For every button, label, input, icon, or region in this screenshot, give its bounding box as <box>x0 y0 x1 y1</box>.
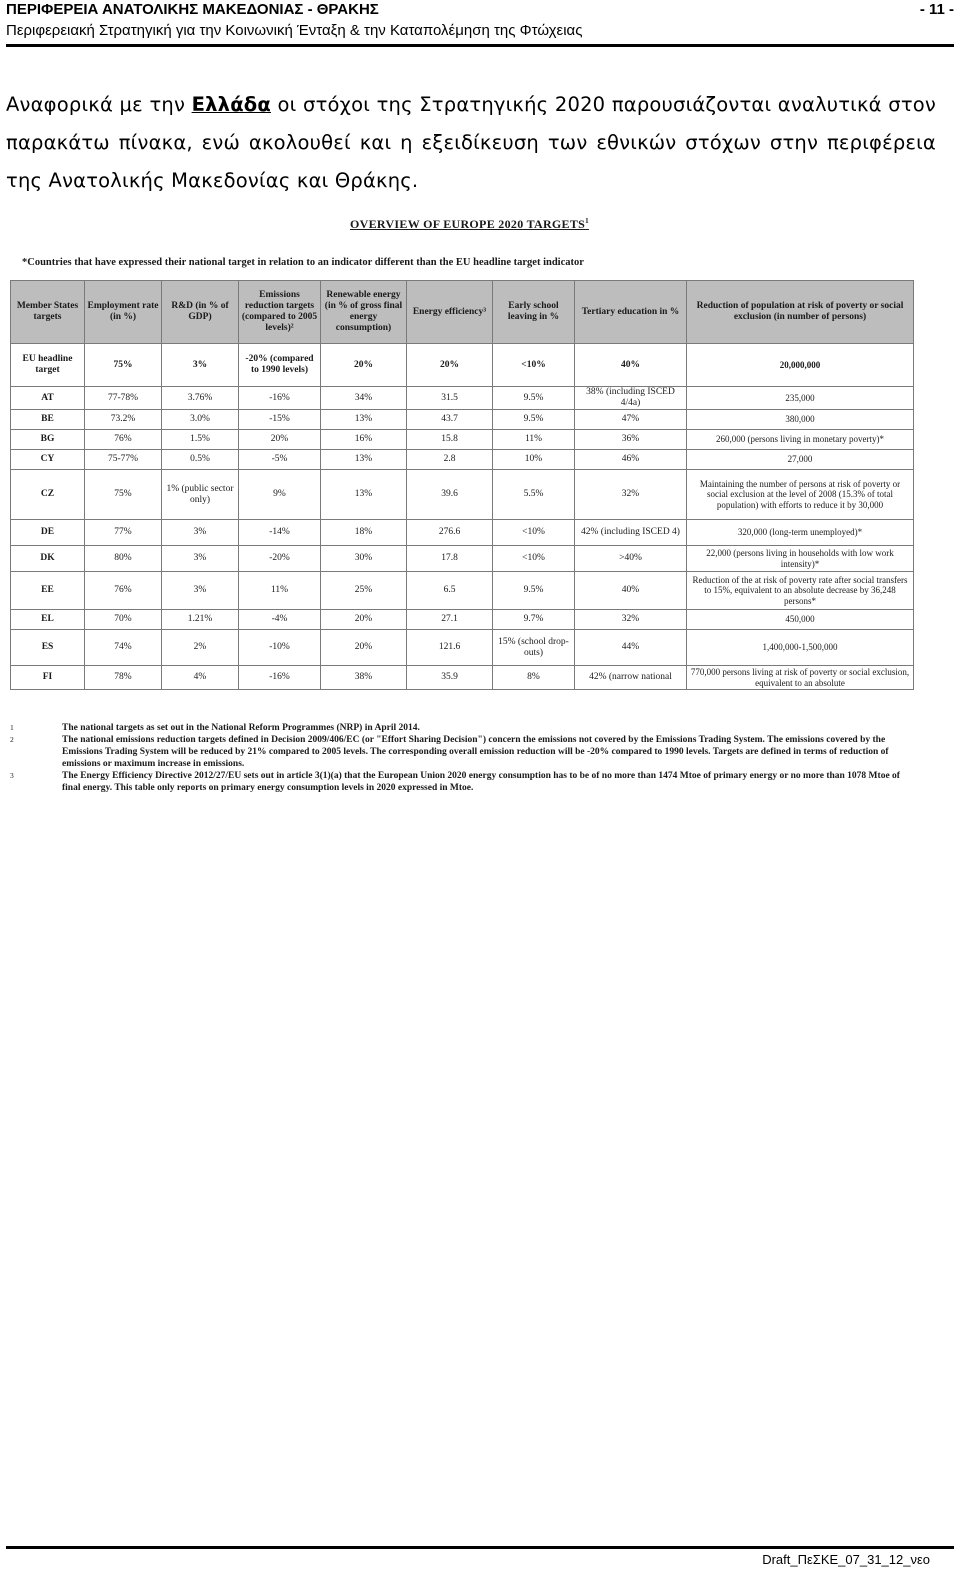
table-row <box>11 450 914 470</box>
table-cell: 320,000 (long-term unemployed)* <box>687 520 914 546</box>
column-header: Emissions reduction targets (compared to 2005 levels)² <box>239 281 321 344</box>
table-cell: -15% <box>239 410 321 430</box>
table-row <box>11 610 914 630</box>
country-code-cell: EL <box>11 610 85 630</box>
table-cell: 2.8 <box>407 450 493 470</box>
table-cell: 77% <box>85 520 162 546</box>
table-row <box>11 520 914 546</box>
table-cell: 76% <box>85 572 162 610</box>
footnote-number: 2 <box>10 735 14 744</box>
table-cell: -20% <box>239 546 321 572</box>
column-header: Renewable energy (in % of gross final energy consumption) <box>321 281 407 344</box>
table-cell: 10% <box>493 450 575 470</box>
table-cell: 3% <box>162 520 239 546</box>
table-cell: 11% <box>239 572 321 610</box>
country-code-cell: BG <box>11 430 85 450</box>
country-code-cell: FI <box>11 666 85 690</box>
table-header-row <box>11 281 914 344</box>
table-cell: <10% <box>493 546 575 572</box>
table-cell: 75-77% <box>85 450 162 470</box>
table-row <box>11 630 914 666</box>
table-cell: 70% <box>85 610 162 630</box>
table-cell: 15.8 <box>407 430 493 450</box>
table-cell: 38% <box>321 666 407 690</box>
table-cell: 77-78% <box>85 387 162 410</box>
footnote-number: 3 <box>10 771 14 780</box>
table-cell: 46% <box>575 450 687 470</box>
footnote-number: 1 <box>10 723 14 732</box>
table-cell: 80% <box>85 546 162 572</box>
table-cell: 9.5% <box>493 387 575 410</box>
table-cell: 22,000 (persons living in households with low work intensity)* <box>687 546 914 572</box>
table-cell: 35.9 <box>407 666 493 690</box>
table-cell: 38% (including ISCED 4/4a) <box>575 387 687 410</box>
table-cell: 5.5% <box>493 470 575 520</box>
table-cell: 450,000 <box>687 610 914 630</box>
table-cell: 25% <box>321 572 407 610</box>
table-cell: 9.5% <box>493 410 575 430</box>
figure-title-text: OVERVIEW OF EUROPE 2020 TARGETS <box>350 217 586 231</box>
table-cell: 43.7 <box>407 410 493 430</box>
table-cell: -16% <box>239 666 321 690</box>
table-cell: 30% <box>321 546 407 572</box>
country-code-cell: DK <box>11 546 85 572</box>
table-cell: 6.5 <box>407 572 493 610</box>
header-subtitle: Περιφερειακή Στρατηγική για την Κοινωνική Ένταξη & την Καταπολέμηση της Φτώχειας <box>6 22 583 39</box>
table-cell: 20% <box>239 430 321 450</box>
country-code-cell: EE <box>11 572 85 610</box>
table-cell: 78% <box>85 666 162 690</box>
country-code-cell: EU headline target <box>11 344 85 387</box>
table-cell: 380,000 <box>687 410 914 430</box>
country-code-cell: CZ <box>11 470 85 520</box>
table-cell: 36% <box>575 430 687 450</box>
table-cell: 13% <box>321 470 407 520</box>
table-cell: >40% <box>575 546 687 572</box>
column-header: Tertiary education in % <box>575 281 687 344</box>
table-cell: 73.2% <box>85 410 162 430</box>
table-cell: 0.5% <box>162 450 239 470</box>
table-cell: 40% <box>575 344 687 387</box>
table-cell: -20% (compared to 1990 levels) <box>239 344 321 387</box>
column-header: Member States targets <box>11 281 85 344</box>
table-cell: <10% <box>493 344 575 387</box>
table-cell: 47% <box>575 410 687 430</box>
table-cell: -14% <box>239 520 321 546</box>
table-cell: 40% <box>575 572 687 610</box>
table-cell: 20,000,000 <box>687 344 914 387</box>
table-cell: 27.1 <box>407 610 493 630</box>
footnote <box>10 734 905 770</box>
column-header: Early school leaving in % <box>493 281 575 344</box>
table-cell: 1.21% <box>162 610 239 630</box>
table-cell: 42% (including ISCED 4) <box>575 520 687 546</box>
table-cell: 1,400,000-1,500,000 <box>687 630 914 666</box>
table-row <box>11 666 914 690</box>
column-header: Energy efficiency³ <box>407 281 493 344</box>
footnote-text: The Energy Efficiency Directive 2012/27/EU sets out in article 3(1)(a) that the European Union 2020 energy consumption has to be of no more than 1474 Mtoe of primary energy or no more than 1078 Mtoe of final energy. This table only reports on primary energy consumption levels in 2020 expressed in Mtoe. <box>62 771 900 793</box>
table-cell: 20% <box>321 630 407 666</box>
footer-document-code: Draft_ΠεΣΚΕ_07_31_12_νεο <box>762 1552 930 1567</box>
figure-title <box>350 217 589 232</box>
country-code-cell: CY <box>11 450 85 470</box>
table-cell: 1.5% <box>162 430 239 450</box>
table-cell: 121.6 <box>407 630 493 666</box>
table-cell: 18% <box>321 520 407 546</box>
footnote-text: The national emissions reduction targets defined in Decision 2009/406/EC (or "Effort Sharing Decision") concern the emissions not covered by the Emissions Trading System. The emissions covered by the Emissions Trading System will be reduced by 21% compared to 2005 levels. The corresponding overall emission reduction will be -20% compared to 1990 levels. Targets are defined in terms of reduction of emissions or maximum increase in emissions. <box>62 735 889 769</box>
table-cell: 32% <box>575 610 687 630</box>
table-cell: 13% <box>321 410 407 430</box>
table-cell: 20% <box>321 610 407 630</box>
footnote <box>10 770 905 794</box>
table-cell: 39.6 <box>407 470 493 520</box>
page-number: - 11 - <box>919 1 954 18</box>
table-cell: -10% <box>239 630 321 666</box>
table-cell: 9.7% <box>493 610 575 630</box>
table-cell: -4% <box>239 610 321 630</box>
table-row <box>11 410 914 430</box>
table-cell: 3% <box>162 344 239 387</box>
country-code-cell: BE <box>11 410 85 430</box>
table-cell: 16% <box>321 430 407 450</box>
targets-table <box>10 280 914 690</box>
table-cell: 8% <box>493 666 575 690</box>
table-cell: 4% <box>162 666 239 690</box>
table-cell: -16% <box>239 387 321 410</box>
table-cell: 75% <box>85 470 162 520</box>
table-cell: 3.0% <box>162 410 239 430</box>
table-cell: 17.8 <box>407 546 493 572</box>
figure-title-footnote-ref: 1 <box>585 217 589 225</box>
table-cell: 34% <box>321 387 407 410</box>
column-header: Employment rate (in %) <box>85 281 162 344</box>
table-cell: 74% <box>85 630 162 666</box>
table-cell: 3.76% <box>162 387 239 410</box>
column-header: Reduction of population at risk of poverty or social exclusion (in number of persons) <box>687 281 914 344</box>
table-cell: 27,000 <box>687 450 914 470</box>
header-region-title: ΠΕΡΙΦΕΡΕΙΑ ΑΝΑΤΟΛΙΚΗΣ ΜΑΚΕΔΟΝΙΑΣ - ΘΡΑΚΗΣ <box>6 1 379 18</box>
intro-highlight-greece: Ελλάδα <box>191 93 271 116</box>
table-cell: Maintaining the number of persons at risk of poverty or social exclusion at the level of 2008 (15.3% of total population) with efforts to reduce it by 30,000 <box>687 470 914 520</box>
header-divider <box>6 44 954 47</box>
column-header: R&D (in % of GDP) <box>162 281 239 344</box>
table-cell: 9.5% <box>493 572 575 610</box>
table-cell: 3% <box>162 546 239 572</box>
intro-paragraph <box>6 86 936 200</box>
table-cell: 31.5 <box>407 387 493 410</box>
table-cell: 32% <box>575 470 687 520</box>
table-cell: 13% <box>321 450 407 470</box>
table-cell: 276.6 <box>407 520 493 546</box>
table-body <box>11 344 914 690</box>
table-cell: 3% <box>162 572 239 610</box>
table-cell: 76% <box>85 430 162 450</box>
table-cell: Reduction of the at risk of poverty rate after social transfers to 15%, equivalent to an absolute decrease by 36,248 persons* <box>687 572 914 610</box>
footnote <box>10 722 905 734</box>
table-cell: 2% <box>162 630 239 666</box>
table-cell: 770,000 persons living at risk of poverty or social exclusion, equivalent to an absolute <box>687 666 914 690</box>
table-cell: -5% <box>239 450 321 470</box>
country-code-cell: AT <box>11 387 85 410</box>
country-code-cell: ES <box>11 630 85 666</box>
table-cell: 1% (public sector only) <box>162 470 239 520</box>
eu-headline-row <box>11 344 914 387</box>
table-row <box>11 430 914 450</box>
table-cell: 44% <box>575 630 687 666</box>
country-code-cell: DE <box>11 520 85 546</box>
intro-text-before: Αναφορικά με την <box>6 93 192 116</box>
table-cell: 20% <box>321 344 407 387</box>
table-cell: 11% <box>493 430 575 450</box>
table-cell: <10% <box>493 520 575 546</box>
figure-note: *Countries that have expressed their national target in relation to an indicator different than the EU headline target indicator <box>22 257 584 268</box>
table-cell: 75% <box>85 344 162 387</box>
table-row <box>11 546 914 572</box>
table-row <box>11 470 914 520</box>
intro-text-after: οι στόχοι της Στρατηγικής 2020 παρουσιάζονται αναλυτικά στον παρακάτω πίνακα, ενώ ακολουθεί και η εξειδίκευση των εθνικών στόχων στην περιφέρεια της Ανατολικής Μακεδονίας και Θράκης. <box>6 93 936 192</box>
table-row <box>11 572 914 610</box>
table-cell: 20% <box>407 344 493 387</box>
table-cell: 235,000 <box>687 387 914 410</box>
table-cell: 15% (school drop-outs) <box>493 630 575 666</box>
table-cell: 42% (narrow national <box>575 666 687 690</box>
footer-divider <box>6 1546 954 1549</box>
footnotes <box>10 722 905 794</box>
table-cell: 9% <box>239 470 321 520</box>
table-row <box>11 387 914 410</box>
table-cell: 260,000 (persons living in monetary poverty)* <box>687 430 914 450</box>
footnote-text: The national targets as set out in the National Reform Programmes (NRP) in April 2014. <box>62 723 420 733</box>
